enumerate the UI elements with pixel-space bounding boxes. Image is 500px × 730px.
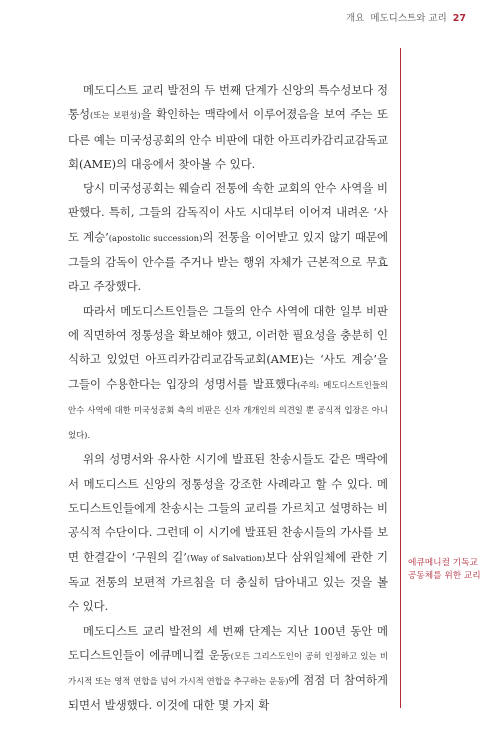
paragraph-5: [68, 619, 388, 718]
paragraph-4: [68, 447, 388, 618]
parenthetical-note: (Way of Salvation): [186, 552, 266, 563]
margin-rule: [400, 48, 401, 708]
parenthetical-note: (apostolic succession): [108, 232, 203, 243]
paragraph-1: [68, 78, 388, 176]
paragraph-3: [68, 299, 388, 448]
text-segment: 따라서 메도디스트인들은 그들의 안수 사역에 대한 일부 비판에 직면하여 정통성을 확보해야 했고, 이러한 필요성을 충분히 인식하고 있었던 아프리카감리교감독교회(AME)는 ‘사도 계승’을 그들이 수용한다는 입장의 성명서를 발표했다: [68, 303, 388, 391]
text-segment: 에 점점 더 참여하게 되면서 발생했다. 이것에 대한 몇 가지 확: [68, 673, 389, 713]
parenthetical-note: (또는 보편성): [90, 110, 141, 121]
parenthetical-note: (주의: 메도디스트인들의 안수 사역에 대한 미국성공회 측의 비판은 신자 개개인의 의견일 뿐 공식적 입장은 아니었다).: [68, 379, 388, 441]
text-segment: 을 확인하는 맥락에서 이루어졌음을 보여 주는 또 다른 예는 미국성공회의 안수 비판에 대한 아프리카감리교감독교회(AME)의 대응에서 찾아볼 수 있다.: [68, 107, 389, 171]
paragraph-2: [68, 176, 388, 298]
page-number: 27: [452, 13, 466, 24]
header-chapter: 개요: [345, 13, 365, 24]
header-title: 메도디스트와 교리: [370, 13, 447, 24]
text-segment: 메도디스트 교리 발전의 두 번째 단계가 신앙의 특수성보다 정통성: [68, 83, 388, 122]
text-segment: 메도디스트 교리 발전의 세 번째 단계는 지난 100년 동안 메도디스트인들이 에큐메니컬 운동: [68, 623, 388, 662]
text-segment: 위의 성명서와 유사한 시기에 발표된 찬송시들도 같은 맥락에서 메도디스트 신앙의 정통성을 강조한 사례라고 할 수 있다. 메도디스트인들에게 찬송시는 그들의 교리를 가르치고 설명하는 비공식적 수단이다. 그런데 이 시기에 발표된 찬송시들의 가사를 보면 한결같이 ‘구원의 길’: [68, 452, 388, 564]
text-segment: 의 전통을 이어받고 있지 않기 때문에 그들의 감독이 안수를 주거나 받는 행위 자체가 근본적으로 무효라고 주장했다.: [68, 229, 388, 294]
text-segment: 보다 삼위일체에 관한 기독교 전통의 보편적 가르침을 더 충실히 담아내고 있는 것을 볼 수 있다.: [68, 549, 388, 614]
text-segment: 당시 미국성공회는 웨슬리 전통에 속한 교회의 안수 사역을 비판했다. 특히, 그들의 감독직이 사도 시대부터 이어져 내려온 ‘사도 계승’: [68, 181, 388, 244]
running-header: [346, 10, 466, 24]
parenthetical-note: (모든 그리스도인이 공히 인정하고 있는 비가시적 또는 영적 연합을 넘어 가시적 연합을 추구하는 운동): [68, 650, 388, 687]
body-text: [68, 78, 388, 718]
side-note: 에큐메니컬 기독교 공동체를 위한 교리: [408, 558, 481, 581]
